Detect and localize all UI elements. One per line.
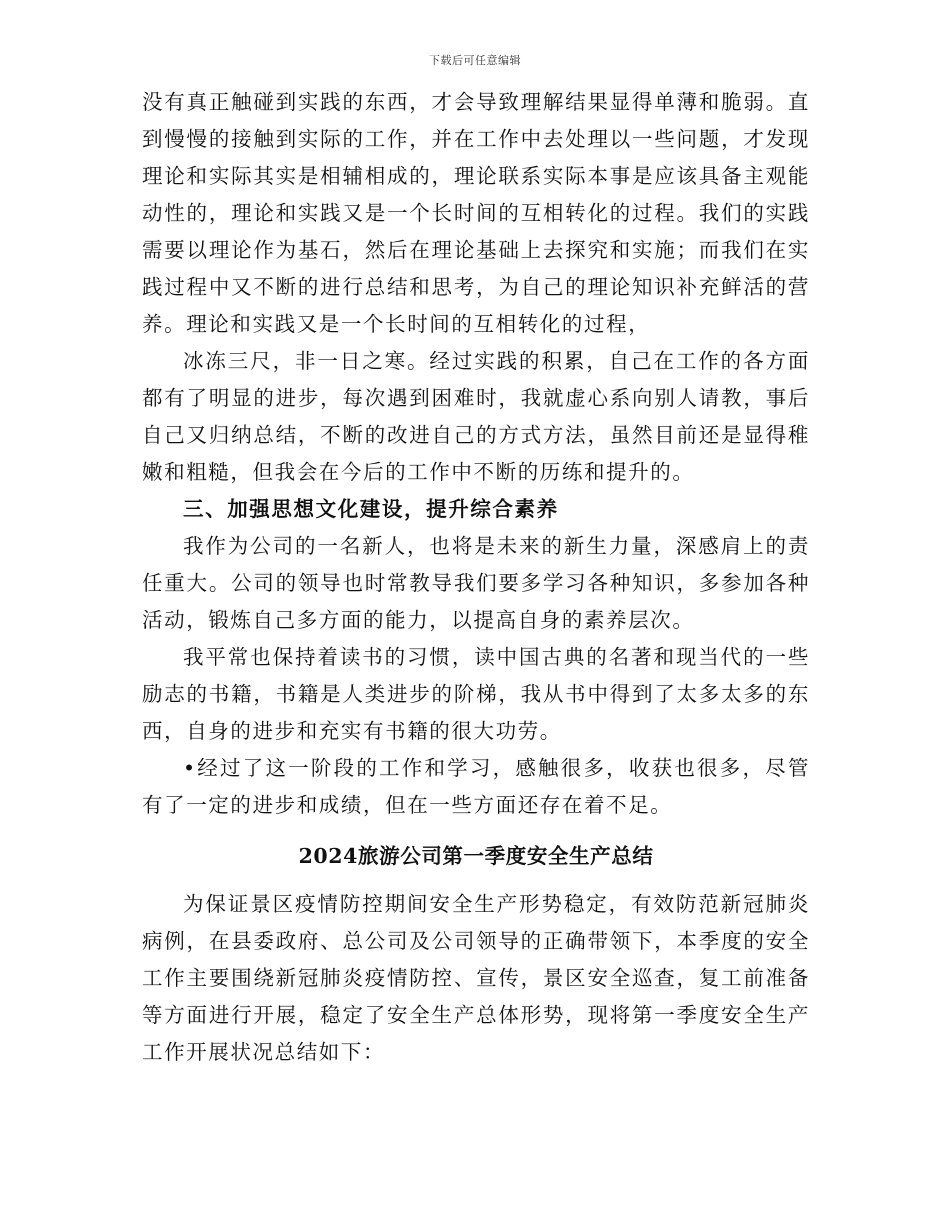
paragraph-6: 为保证景区疫情防控期间安全生产形势稳定，有效防范新冠肺炎病例，在县委政府、总公司及公司领导的正确带领下，本季度的安全工作主要围绕新冠肺炎疫情防控、宣传，景区安全巡查，复工前准备等方面进行开展，稳定了安全生产总体形势，现将第一季度安全生产工作开展状况总结如下： — [142, 892, 810, 1064]
document-body — [142, 84, 810, 1071]
paragraph-5: •经过了这一阶段的工作和学习，感触很多，收获也很多，尽管有了一定的进步和成绩，但在一些方面还存在着不足。 — [142, 756, 810, 817]
paragraph-1: 没有真正触碰到实践的东西，才会导致理解结果显得单薄和脆弱。直到慢慢的接触到实际的工作，并在工作中去处理以一些问题，才发现理论和实际其实是相辅相成的，理论联系实际本事是应该具备主观能动性的，理论和实践又是一个长时间的互相转化的过程。我们的实践需要以理论作为基石，然后在理论基础上去探究和实施；而我们在实践过程中又不断的进行总结和思考，为自己的理论知识补充鲜活的营养。理论和实践又是一个长时间的互相转化的过程， — [142, 90, 810, 336]
paragraph-2: 冰冻三尺，非一日之寒。经过实践的积累，自己在工作的各方面都有了明显的进步，每次遇到困难时，我就虚心系向别人请教，事后自己又归纳总结，不断的改进自己的方式方法，虽然目前还是显得稚嫩和粗糙，但我会在今后的工作中不断的历练和提升的。 — [142, 349, 810, 484]
paragraph-3: 我作为公司的一名新人，也将是未来的新生力量，深感肩上的责任重大。公司的领导也时常教导我们要多学习各种知识，多参加各种活动，锻炼自己多方面的能力，以提高自身的素养层次。 — [142, 534, 810, 632]
document-title: 2024旅游公司第一季度安全生产总结 — [298, 844, 654, 868]
header-note: 下载后可任意编辑 — [429, 54, 521, 67]
paragraph-4: 我平常也保持着读书的习惯，读中国古典的名著和现当代的一些励志的书籍，书籍是人类进步的阶梯，我从书中得到了太多太多的东西，自身的进步和充实有书籍的很大功劳。 — [142, 645, 810, 743]
section-heading-3: 三、加强思想文化建设，提升综合素养 — [183, 497, 559, 521]
